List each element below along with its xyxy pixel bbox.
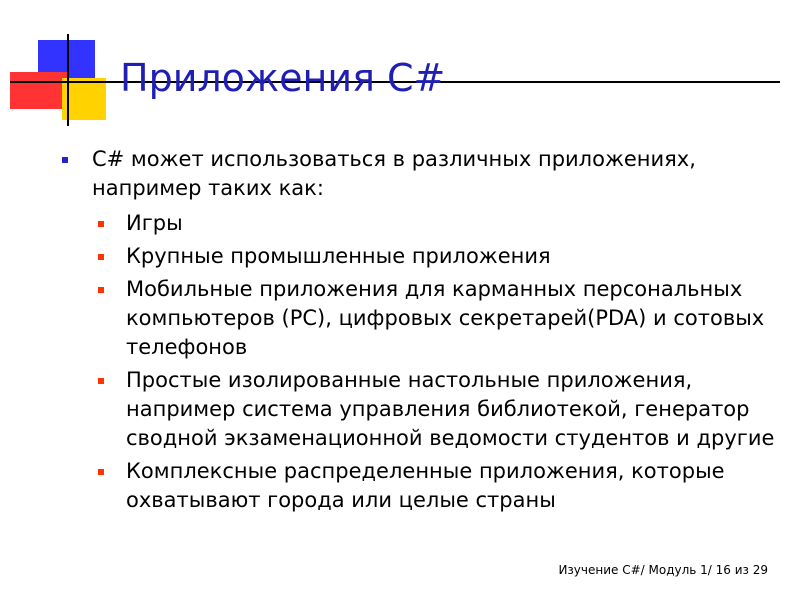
square-bullet-icon	[98, 221, 104, 227]
vertical-divider-line	[67, 34, 69, 126]
sub-bullet-text: Игры	[126, 211, 183, 235]
bullet-list	[60, 145, 780, 519]
red-square-shape	[10, 72, 67, 109]
sub-bullet-text: Комплексные распределенные приложения, которые охватывают города или целые страны	[126, 459, 725, 512]
square-bullet-icon	[98, 287, 104, 293]
sub-bullet-text: Мобильные приложения для карманных персональных компьютеров (PC), цифровых секретарей(PDA) и сотовых телефонов	[126, 277, 765, 359]
square-bullet-icon	[98, 378, 104, 384]
sub-bullet-item	[60, 275, 780, 362]
square-bullet-icon	[98, 469, 104, 475]
square-bullet-icon	[62, 157, 68, 163]
square-bullet-icon	[98, 254, 104, 260]
slide-title: Приложения C#	[120, 56, 446, 100]
sub-bullet-text: Крупные промышленные приложения	[126, 244, 551, 268]
sub-bullet-item	[60, 209, 780, 238]
sub-bullet-item	[60, 457, 780, 515]
bullet-item	[60, 145, 780, 203]
sub-bullet-item	[60, 242, 780, 271]
bullet-text: C# может использоваться в различных приложениях, например таких как:	[92, 147, 696, 200]
sub-bullet-text: Простые изолированные настольные приложения, например система управления библиотекой, генератор сводной экзаменационной ведомости студентов и другие	[126, 368, 775, 450]
slide-footer: Изучение C#/ Модуль 1/ 16 из 29	[558, 563, 768, 577]
sub-bullet-item	[60, 366, 780, 453]
